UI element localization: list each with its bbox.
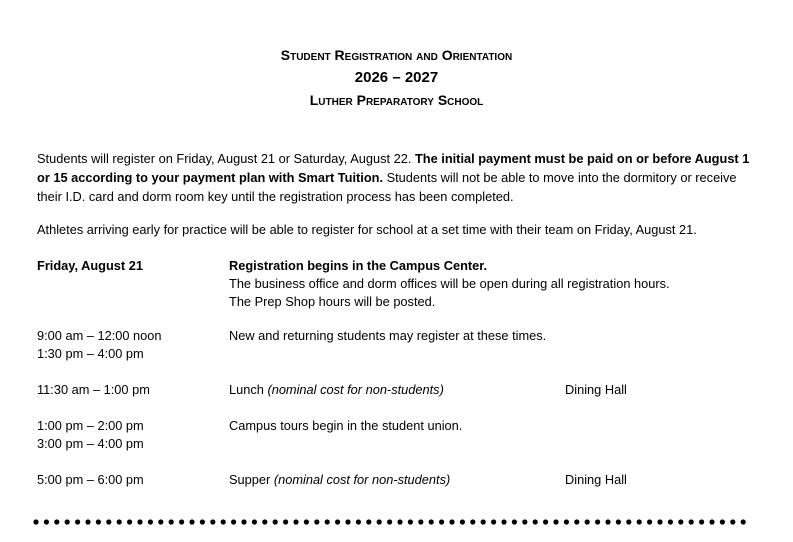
divider-dot: [741, 519, 746, 524]
divider-dot: [293, 519, 298, 524]
divider-dot: [148, 519, 153, 524]
divider-dot: [231, 519, 236, 524]
schedule-row: [37, 417, 757, 455]
divider-dot: [543, 519, 548, 524]
schedule-location: Dining Hall: [565, 382, 627, 397]
divider-dot: [241, 519, 246, 524]
schedule-time: 5:00 pm – 6:00 pm: [37, 472, 144, 487]
athletes-paragraph: Athletes arriving early for practice will be able to register for school at a set time with their team on Friday, August 21.: [37, 222, 697, 237]
schedule-description: [229, 417, 749, 435]
schedule-description: [229, 381, 749, 399]
schedule-description-text: Supper: [229, 472, 274, 487]
divider-dot: [699, 519, 704, 524]
intro-text-start: Students will register on Friday, August 21 or Saturday, August 22.: [37, 151, 415, 166]
divider-dot: [637, 519, 642, 524]
divider-dot: [356, 519, 361, 524]
schedule-description-note: (nominal cost for non-students): [273, 472, 451, 487]
school-name: Luther Preparatory School: [309, 92, 484, 108]
divider-dot: [262, 519, 267, 524]
divider-dot: [304, 519, 309, 524]
schedule-time: 1:30 pm – 4:00 pm: [37, 346, 144, 361]
divider-dot: [137, 519, 142, 524]
divider-dot: [491, 519, 496, 524]
divider-dot: [678, 519, 683, 524]
schedule-row: [37, 327, 757, 365]
divider-dot: [283, 519, 288, 524]
divider-dot: [189, 519, 194, 524]
divider-dot: [689, 519, 694, 524]
divider-dot: [408, 519, 413, 524]
divider-dot: [418, 519, 423, 524]
schedule-time: 1:00 pm – 2:00 pm: [37, 418, 144, 433]
document-title: Student Registration and Orientation: [280, 47, 513, 63]
divider-dot: [574, 519, 579, 524]
divider-dot: [252, 519, 257, 524]
schedule-day-label: Friday, August 21: [37, 258, 143, 273]
divider-dot: [470, 519, 475, 524]
divider-dot: [325, 519, 330, 524]
schedule-location: Dining Hall: [565, 472, 627, 487]
divider-dot: [65, 519, 70, 524]
schedule-time: 3:00 pm – 4:00 pm: [37, 436, 144, 451]
schedule-times: [37, 471, 227, 489]
divider-dot: [169, 519, 174, 524]
divider-dot: [439, 519, 444, 524]
schedule-day-row: [37, 257, 757, 313]
divider-dot: [44, 519, 49, 524]
registration-intro-paragraph: [37, 149, 757, 206]
divider-dot: [397, 519, 402, 524]
divider-dot: [647, 519, 652, 524]
divider-dot: [449, 519, 454, 524]
payment-deadline-text: The initial payment must be paid on or before August 1 or 15 according to your payment plan with Smart Tuition.: [37, 151, 750, 185]
divider-dot: [512, 519, 517, 524]
divider-dot: [179, 519, 184, 524]
divider-dot: [595, 519, 600, 524]
divider-dot: [605, 519, 610, 524]
schedule-description-text: New and returning students may register at these times.: [229, 328, 547, 343]
schedule-times: [37, 381, 227, 399]
schedule-day-heading: Registration begins in the Campus Center.: [229, 258, 488, 273]
schedule-day-note: The business office and dorm offices will be open during all registration hours.: [229, 276, 670, 291]
divider-dot: [33, 519, 38, 524]
divider-dot: [522, 519, 527, 524]
divider-dot: [460, 519, 465, 524]
divider-dot: [533, 519, 538, 524]
divider-dot: [709, 519, 714, 524]
divider-dot: [117, 519, 122, 524]
divider-dot: [366, 519, 371, 524]
dotted-divider: [31, 516, 753, 528]
divider-dot: [429, 519, 434, 524]
schedule-time: 9:00 am – 12:00 noon: [37, 328, 162, 343]
schedule-row: [37, 381, 757, 399]
divider-dot: [564, 519, 569, 524]
divider-dot: [314, 519, 319, 524]
divider-dot: [335, 519, 340, 524]
divider-dot: [273, 519, 278, 524]
schedule-day-note: The Prep Shop hours will be posted.: [229, 294, 436, 309]
intro-text-end: Students will not be able to move into the dormitory or receive their I.D. card and dorm room key until the registration process has been completed.: [37, 170, 737, 204]
divider-dot: [127, 519, 132, 524]
divider-dot: [377, 519, 382, 524]
schedule-time: 11:30 am – 1:00 pm: [37, 382, 150, 397]
divider-dot: [616, 519, 621, 524]
document-header: [0, 44, 793, 111]
divider-dot: [585, 519, 590, 524]
divider-dot: [626, 519, 631, 524]
schedule-description-text: Campus tours begin in the student union.: [229, 418, 463, 433]
divider-dot: [85, 519, 90, 524]
divider-dot: [730, 519, 735, 524]
divider-dot: [221, 519, 226, 524]
schedule-description-text: Lunch: [229, 382, 268, 397]
divider-dot: [106, 519, 111, 524]
divider-dot: [345, 519, 350, 524]
schedule-description: [229, 327, 749, 345]
divider-dot: [75, 519, 80, 524]
schedule-times: [37, 417, 227, 453]
divider-dot: [481, 519, 486, 524]
divider-dot: [501, 519, 506, 524]
divider-dot: [54, 519, 59, 524]
divider-dot: [200, 519, 205, 524]
divider-dot: [553, 519, 558, 524]
divider-dot: [720, 519, 725, 524]
divider-dot: [158, 519, 163, 524]
divider-dot: [668, 519, 673, 524]
divider-dot: [210, 519, 215, 524]
schedule-description-note: (nominal cost for non-students): [267, 382, 444, 397]
schedule-times: [37, 327, 227, 363]
schedule-row: [37, 471, 757, 489]
divider-dot: [657, 519, 662, 524]
divider-dot: [387, 519, 392, 524]
schedule-description: [229, 471, 749, 489]
divider-dot: [96, 519, 101, 524]
schedule-day-details: [229, 257, 749, 311]
document-year: 2026 – 2027: [354, 69, 439, 86]
